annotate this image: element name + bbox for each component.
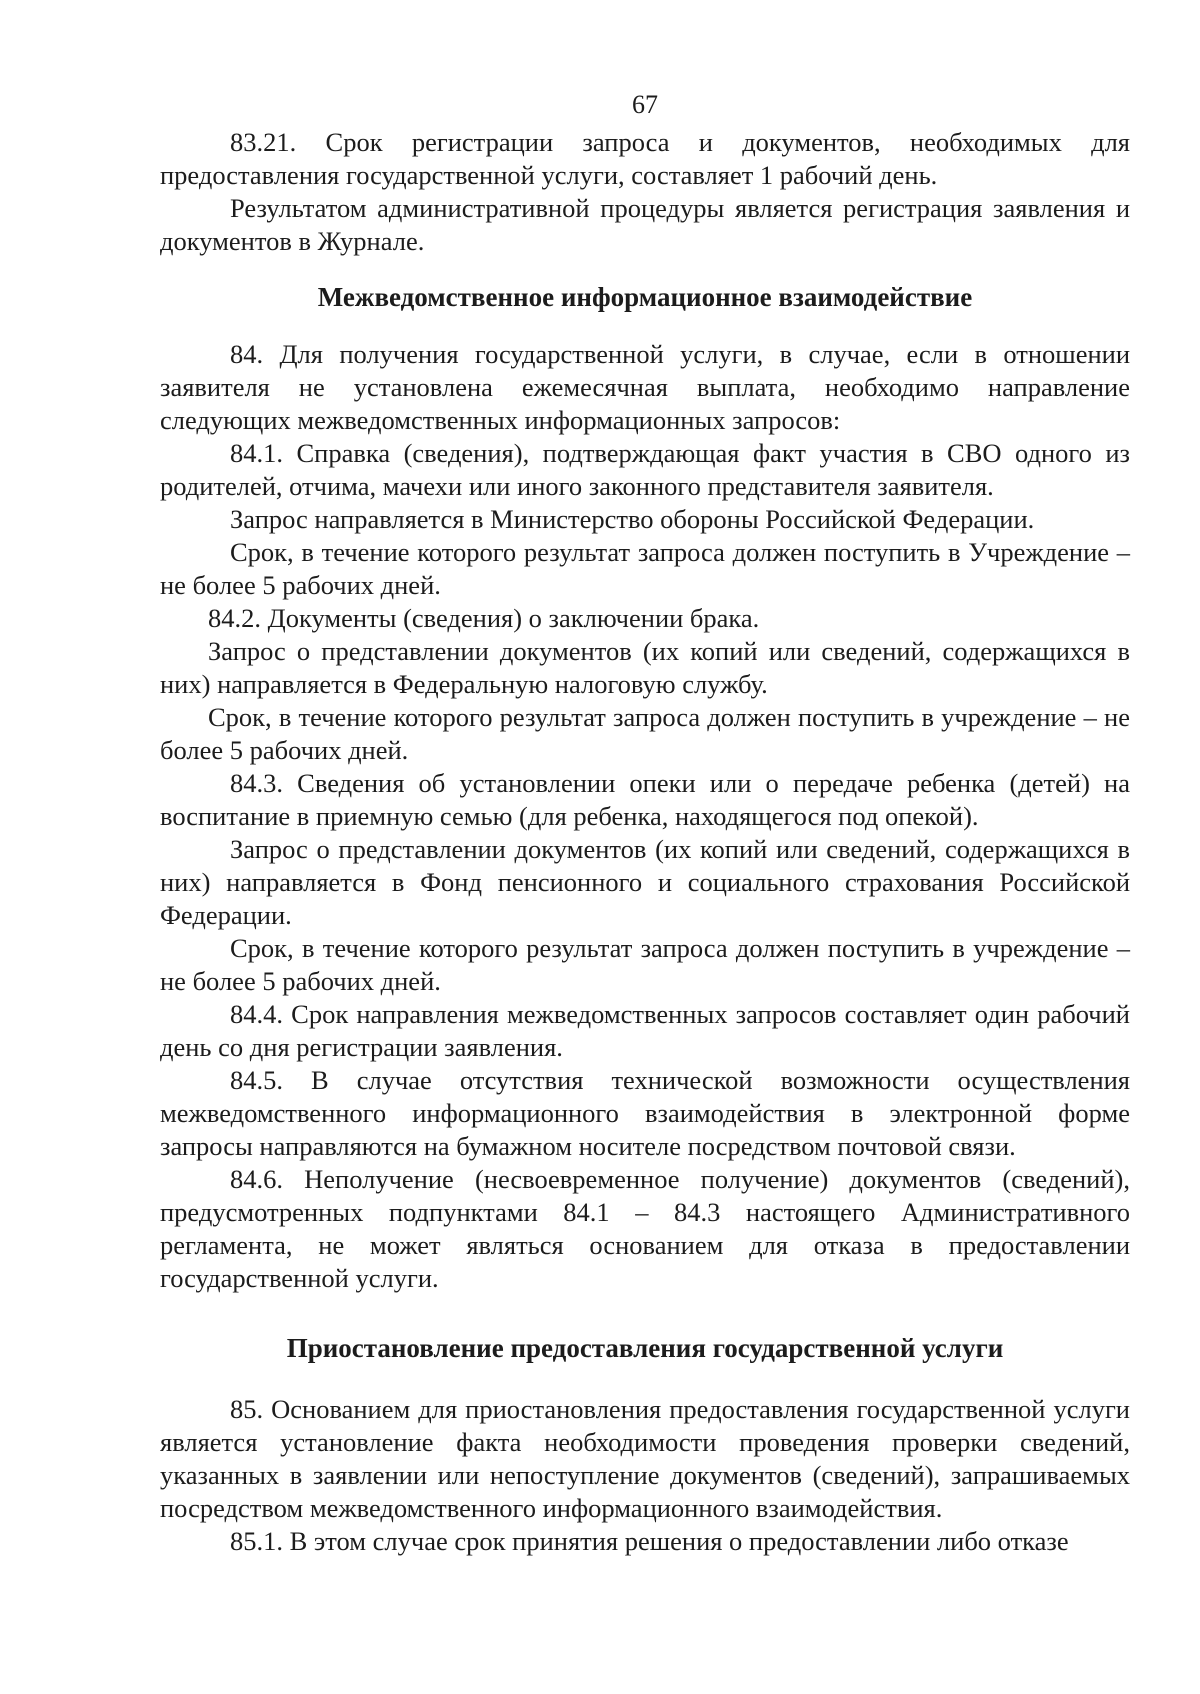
paragraph-85-1: 85.1. В этом случае срок принятия решения о предоставлении либо отказе	[230, 1526, 1069, 1556]
paragraph-84-1-request: Запрос направляется в Министерство обороны Российской Федерации.	[230, 504, 1035, 534]
paragraph-84-2-request: Запрос о представлении документов (их копий или сведений, содержащихся в них) направляется в Федеральную налоговую службу.	[160, 636, 1130, 699]
paragraph-result: Результатом административной процедуры является регистрация заявления и документов в Журнале.	[160, 193, 1130, 256]
paragraph-85: 85. Основанием для приостановления предоставления государственной услуги является установление факта необходимости проведения проверки сведений, указанных в заявлении или непоступление документов (сведений), запрашиваемых посредством межведомственного информационного взаимодействия.	[160, 1394, 1130, 1523]
paragraph-84-3-request: Запрос о представлении документов (их копий или сведений, содержащихся в них) направляется в Фонд пенсионного и социального страхования Российской Федерации.	[160, 834, 1130, 930]
paragraph-84-1-term: Срок, в течение которого результат запроса должен поступить в Учреждение – не более 5 рабочих дней.	[160, 537, 1130, 600]
paragraph-83-21: 83.21. Срок регистрации запроса и документов, необходимых для предоставления государственной услуги, составляет 1 рабочий день.	[160, 127, 1130, 190]
document-page	[160, 90, 1130, 1558]
paragraph-84-2: 84.2. Документы (сведения) о заключении брака.	[208, 603, 760, 633]
paragraph-84-3: 84.3. Сведения об установлении опеки или о передаче ребенка (детей) на воспитание в приемную семью (для ребенка, находящегося под опекой).	[160, 768, 1130, 831]
section-heading-interagency: Межведомственное информационное взаимодействие	[317, 282, 973, 312]
paragraph-84: 84. Для получения государственной услуги, в случае, если в отношении заявителя не установлена ежемесячная выплата, необходимо направление следующих межведомственных информационных запросов:	[160, 339, 1130, 435]
paragraph-84-4: 84.4. Срок направления межведомственных запросов составляет один рабочий день со дня регистрации заявления.	[160, 999, 1130, 1062]
paragraph-84-1: 84.1. Справка (сведения), подтверждающая факт участия в СВО одного из родителей, отчима, мачехи или иного законного представителя заявителя.	[160, 438, 1130, 501]
page-number: 67	[632, 90, 658, 119]
paragraph-84-5: 84.5. В случае отсутствия технической возможности осуществления межведомственного информационного взаимодействия в электронной форме запросы направляются на бумажном носителе посредством почтовой связи.	[160, 1065, 1130, 1161]
paragraph-84-6: 84.6. Неполучение (несвоевременное получение) документов (сведений), предусмотренных подпунктами 84.1 – 84.3 настоящего Административного регламента, не может являться основанием для отказа в предоставлении государственной услуги.	[160, 1164, 1130, 1293]
paragraph-84-2-term: Срок, в течение которого результат запроса должен поступить в учреждение – не более 5 рабочих дней.	[160, 702, 1130, 765]
section-heading-suspension: Приостановление предоставления государственной услуги	[286, 1333, 1004, 1363]
paragraph-84-3-term: Срок, в течение которого результат запроса должен поступить в учреждение – не более 5 рабочих дней.	[160, 933, 1130, 996]
